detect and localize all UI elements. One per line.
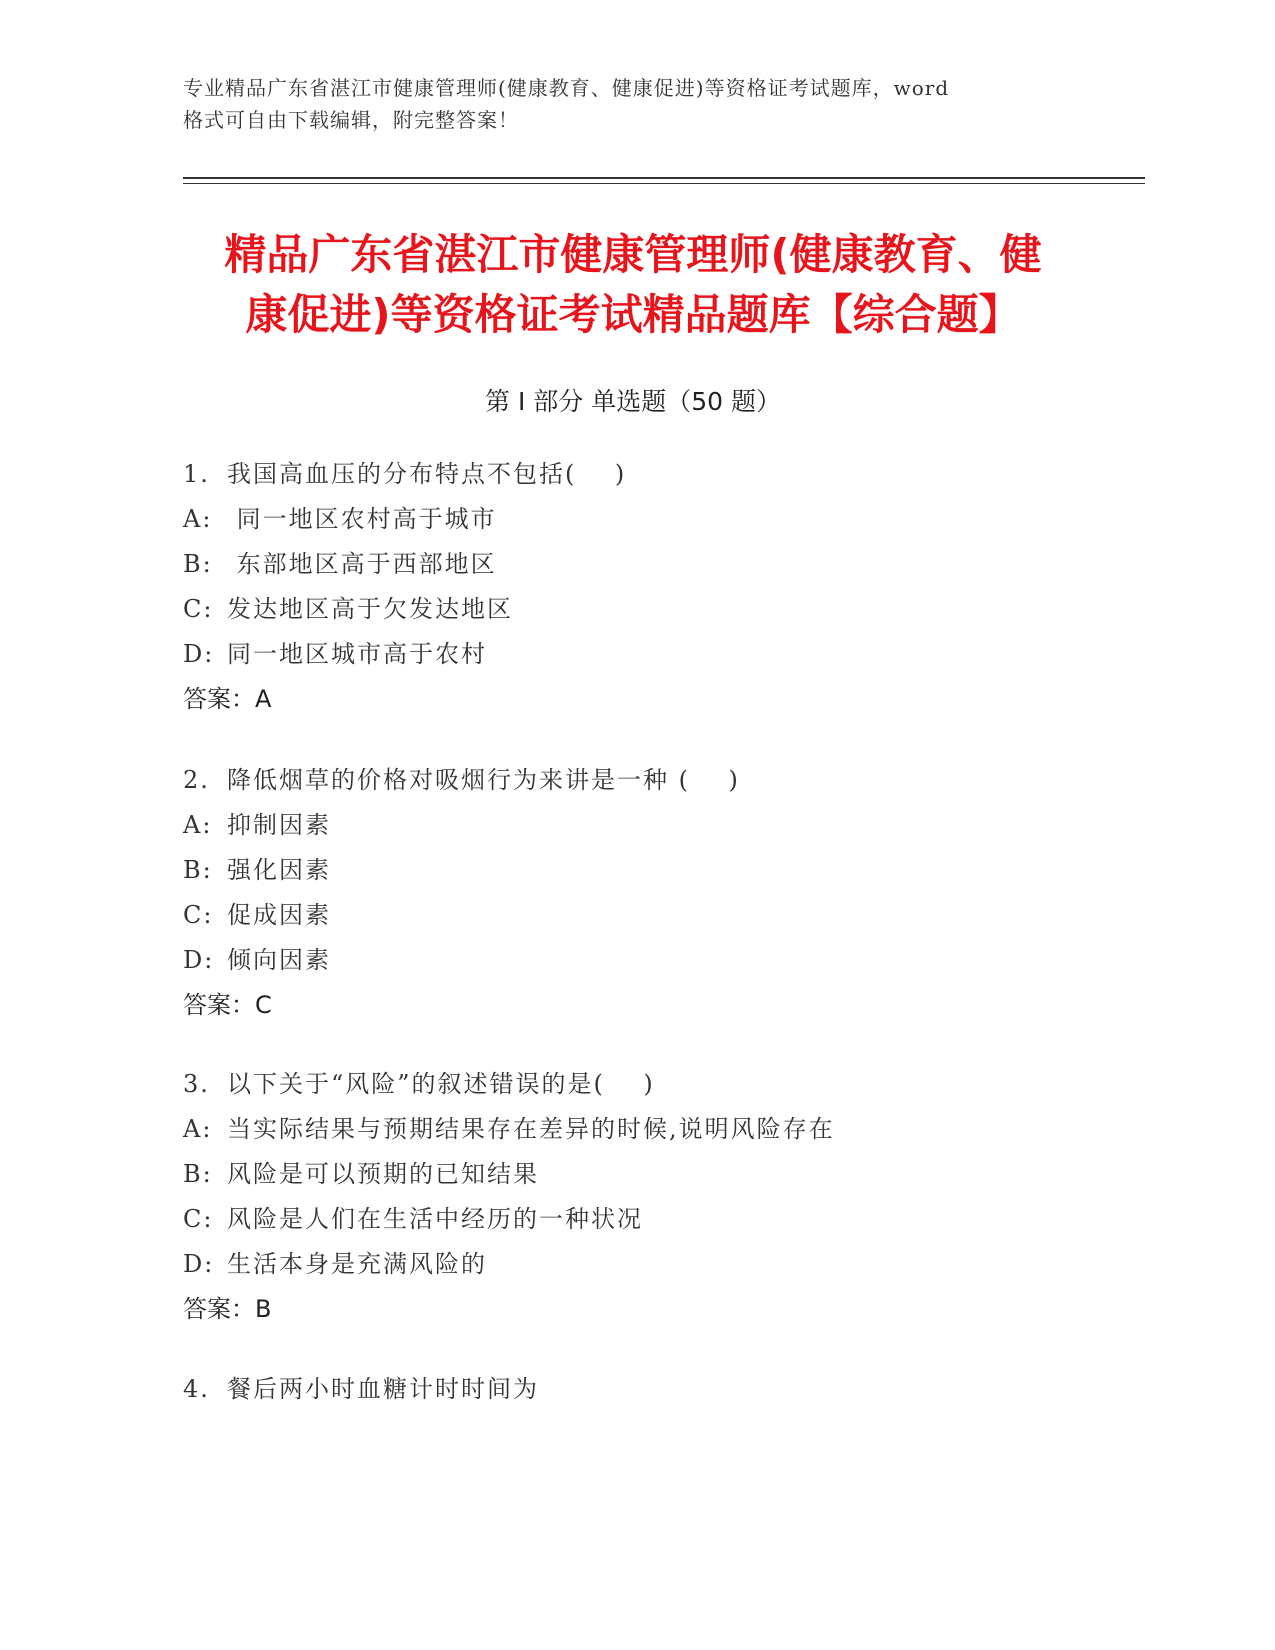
option-a: [183, 803, 1103, 848]
option-key: A:: [183, 1115, 213, 1143]
option-text: 生活本身是充满风险的: [227, 1250, 487, 1278]
header-note: [183, 72, 1083, 136]
option-text: 当实际结果与预期结果存在差异的时候,说明风险存在: [227, 1115, 835, 1143]
option-text: 同一地区农村高于城市: [227, 505, 497, 533]
option-text: 风险是人们在生活中经历的一种状况: [227, 1205, 643, 1233]
section-title: 第 I 部分 单选题（50 题）: [485, 387, 781, 416]
question-number: 4.: [183, 1375, 210, 1403]
question-2: [183, 758, 1103, 1028]
question-stem: [183, 1062, 1103, 1107]
option-c: [183, 1197, 1103, 1242]
option-key: B:: [183, 1160, 213, 1188]
option-key: B:: [183, 856, 213, 884]
header-note-line-2: 格式可自由下载编辑，附完整答案！: [183, 108, 519, 132]
question-stem: [183, 452, 1103, 497]
document-title: [183, 225, 1083, 345]
header-divider-thick: [183, 177, 1145, 179]
option-key: C:: [183, 595, 214, 623]
option-text: 风险是可以预期的已知结果: [227, 1160, 539, 1188]
document-title-line-1: 精品广东省湛江市健康管理师(健康教育、健: [224, 230, 1042, 279]
question-3: [183, 1062, 1103, 1332]
option-d: [183, 1242, 1103, 1287]
answer: 答案：B: [183, 1295, 272, 1323]
question-text: 降低烟草的价格对吸烟行为来讲是一种 ( ): [227, 766, 740, 794]
option-b: [183, 1152, 1103, 1197]
question-text: 餐后两小时血糖计时时间为: [227, 1375, 539, 1403]
option-d: [183, 632, 1103, 677]
option-key: D:: [183, 640, 215, 668]
option-text: 发达地区高于欠发达地区: [227, 595, 513, 623]
question-1: [183, 452, 1103, 722]
option-text: 抑制因素: [227, 811, 331, 839]
option-text: 同一地区城市高于农村: [227, 640, 487, 668]
question-number: 3.: [183, 1070, 210, 1098]
option-c: [183, 893, 1103, 938]
question-number: 1.: [183, 460, 210, 488]
document-title-line-2: 康促进)等资格证考试精品题库【综合题】: [245, 290, 1021, 339]
answer: 答案：A: [183, 685, 272, 713]
option-c: [183, 587, 1103, 632]
option-key: D:: [183, 946, 215, 974]
option-b: [183, 848, 1103, 893]
option-key: B:: [183, 550, 213, 578]
option-a: [183, 1107, 1103, 1152]
option-a: [183, 497, 1103, 542]
option-text: 强化因素: [227, 856, 331, 884]
answer: 答案：C: [183, 991, 272, 1019]
option-key: A:: [183, 505, 213, 533]
question-4: [183, 1367, 1103, 1412]
question-text: 我国高血压的分布特点不包括( ): [227, 460, 627, 488]
header-divider-thin: [183, 183, 1145, 184]
option-text: 倾向因素: [227, 946, 331, 974]
question-text: 以下关于“风险”的叙述错误的是( ): [227, 1070, 655, 1098]
option-key: C:: [183, 1205, 214, 1233]
option-b: [183, 542, 1103, 587]
option-text: 促成因素: [227, 901, 331, 929]
option-d: [183, 938, 1103, 983]
question-stem: [183, 758, 1103, 803]
option-text: 东部地区高于西部地区: [227, 550, 497, 578]
option-key: D:: [183, 1250, 215, 1278]
question-stem: [183, 1367, 1103, 1412]
question-number: 2.: [183, 766, 210, 794]
option-key: A:: [183, 811, 213, 839]
option-key: C:: [183, 901, 214, 929]
header-note-line-1: 专业精品广东省湛江市健康管理师(健康教育、健康促进)等资格证考试题库，word: [183, 76, 950, 100]
